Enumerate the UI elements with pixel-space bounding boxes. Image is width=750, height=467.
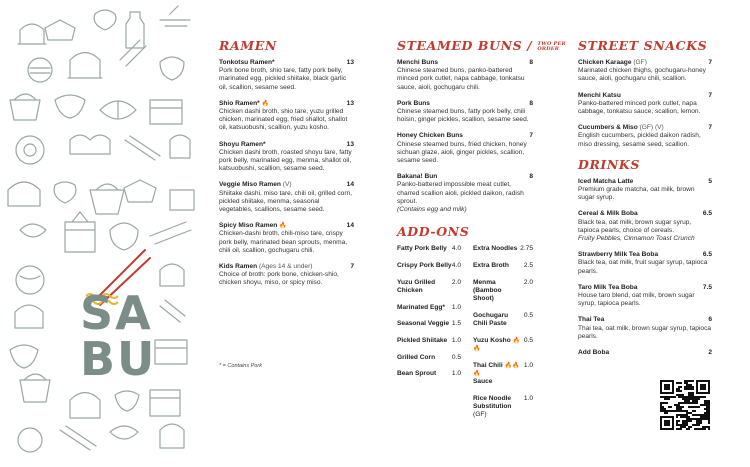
addon-label	[397, 320, 449, 328]
addon-item	[397, 370, 461, 378]
menu-item-name: Pork Buns	[397, 99, 430, 107]
menu-item-price: 6.5	[702, 210, 712, 218]
menu-item-tag: (Ages 14 & under)	[258, 263, 313, 271]
buns-heading-sub-2: ORDER	[537, 45, 560, 52]
addon-item	[397, 279, 461, 295]
menu-item-name: Chicken Karaage	[578, 59, 632, 66]
menu-item-tag: (GF) (V)	[639, 124, 664, 132]
addon-price: 4.0	[451, 245, 461, 253]
addon-tag: (GF)	[473, 411, 487, 419]
menu-item-header	[578, 92, 712, 100]
menu-item-name: Honey Chicken Buns	[397, 132, 463, 140]
addon-label	[473, 337, 524, 353]
addon-label	[473, 312, 524, 328]
menu-item-name: Cereal & Milk Boba	[578, 210, 638, 218]
snacks-heading: STREET SNACKS	[578, 38, 708, 53]
spicy-icon: 🔥🔥	[473, 337, 521, 352]
menu-item-desc: Chicken dashi broth, roasted shoyu tare, fatty pork belly, marinated egg, menma, shallot oil, katsuobushi, scallion, sesame seed.	[219, 148, 352, 173]
addon-label	[397, 370, 436, 378]
addon-price: 0.5	[523, 336, 533, 344]
addon-label	[473, 245, 517, 253]
menu-item	[397, 173, 533, 214]
addon-name: Gochugaru Chili Paste	[473, 311, 509, 327]
menu-item-title	[219, 181, 292, 189]
menu-item-header	[578, 284, 712, 292]
menu-item-header	[219, 141, 354, 149]
addon-item	[397, 262, 461, 270]
menu-item-name: Taro Milk Tea Boba	[578, 283, 638, 291]
addon-name: Extra Broth	[473, 261, 509, 269]
spicy-icon: 🔥	[261, 100, 269, 107]
menu-item	[578, 316, 712, 341]
menu-item-price: 6.5	[702, 251, 712, 259]
addon-name: Thai Chili	[473, 361, 503, 369]
buns-heading-sub-1: TWO PER	[537, 40, 566, 47]
menu-item-desc: Panko-battered minced pork cutlet, napa cabbage, tonkatsu sauce, scallion, lemon.	[578, 99, 701, 116]
menu-item-title	[219, 222, 287, 230]
menu-item-header	[578, 59, 712, 67]
addon-name-cont: Sauce	[473, 377, 493, 385]
menu-item-price: 8	[529, 173, 533, 181]
menu-item	[219, 263, 354, 288]
addon-label	[473, 262, 509, 270]
menu-item-title	[397, 132, 463, 140]
addons-left-list	[397, 245, 469, 428]
addon-price: 1.0	[523, 361, 533, 369]
menu-item	[219, 100, 354, 133]
menu-item	[219, 59, 354, 92]
menu-item-desc: Chinese steamed buns, fatty pork belly, chili hoisin, ginger pickles, scallion, sesame seed.	[397, 108, 529, 124]
menu-item	[578, 178, 712, 203]
addon-label	[473, 395, 524, 420]
addon-item	[473, 262, 533, 270]
menu-item-title	[578, 59, 647, 67]
menu-item-name: Add Boba	[578, 349, 610, 357]
menu-item-title	[219, 59, 275, 67]
menu-item	[397, 59, 533, 92]
snacks-list	[578, 59, 712, 149]
addon-price: 2.75	[520, 245, 533, 253]
menu-item	[219, 222, 354, 255]
buns-heading-sub	[537, 42, 566, 52]
addons-right-list	[469, 245, 533, 428]
addon-price: 2.0	[451, 278, 461, 286]
addon-item	[473, 279, 533, 304]
buns-list	[397, 59, 533, 214]
addon-name: Fatty Pork Belly	[397, 245, 447, 253]
addon-price: 1.0	[451, 336, 461, 344]
menu-item	[578, 92, 712, 117]
addon-label	[473, 362, 524, 387]
menu-item-title	[219, 100, 269, 108]
menu-item	[578, 210, 712, 243]
menu-item-price: 13	[346, 140, 354, 148]
menu-item-header	[578, 124, 712, 132]
addon-item	[397, 354, 461, 362]
menu-item-name: Iced Matcha Latte	[578, 177, 634, 185]
menu-item-header	[578, 210, 712, 218]
addon-name: Bean Sprout	[397, 370, 437, 378]
menu-item-header	[397, 59, 533, 67]
menu-item-title	[578, 251, 658, 259]
menu-item	[578, 251, 712, 276]
menu-item-desc: Marinated chicken thighs, gochugaru-honey sauce, aioli, gochugaru chili, scallion.	[578, 67, 706, 83]
menu-item-header	[219, 181, 354, 189]
menu-item	[578, 124, 712, 149]
addon-price: 1.0	[451, 303, 461, 311]
food-pattern-illustration	[0, 0, 200, 467]
addon-label	[473, 279, 524, 304]
addon-price: 1.0	[523, 394, 533, 402]
addon-item	[473, 362, 533, 387]
menu-item-title	[578, 178, 633, 186]
menu-item-title	[397, 59, 438, 67]
drinks-list	[578, 178, 712, 357]
menu-item-price: 7	[708, 124, 712, 132]
menu-item-title	[578, 316, 604, 324]
ramen-heading: RAMEN	[219, 38, 277, 53]
menu-item	[219, 181, 354, 214]
addon-item	[397, 337, 461, 345]
menu-item-price: 5	[708, 177, 712, 185]
menu-item-name: Veggie Miso Ramen	[219, 181, 281, 189]
menu-item-header	[578, 349, 712, 357]
menu-item-name: Thai Tea	[578, 316, 605, 324]
buns-heading-title: STEAMED BUNS /	[397, 38, 533, 53]
menu-item-note: Fruity Pebbles, Cinnamon Toast Crunch	[578, 235, 695, 243]
menu-item-price: 8	[529, 99, 533, 107]
addon-item	[473, 395, 533, 420]
menu-item	[578, 349, 712, 357]
addon-name: Yuzu Kosho	[473, 336, 511, 344]
menu-item-desc: Choice of broth: pork bone, chicken-shio, chicken shoyu, miso, or spicy miso.	[219, 271, 339, 287]
spicy-icon: 🔥🔥🔥	[473, 362, 520, 377]
menu-item-price: 7	[708, 91, 712, 99]
menu-item-price: 8	[529, 59, 533, 66]
addon-name: Rice Noodle Substitution	[473, 394, 512, 410]
addon-label	[397, 245, 447, 253]
snacks-column	[578, 38, 712, 365]
addon-name: Yuzu Grilled Chicken	[397, 278, 436, 294]
menu-item-desc: Black tea, oat milk, fruit sugar syrup, tapioca pearls.	[578, 259, 708, 275]
menu-item-desc: Premium grade matcha, oat milk, brown sugar syrup.	[578, 186, 695, 202]
menu-item-desc: House taro blend, oat milk, brown sugar syrup, tapioca pearls.	[578, 292, 695, 308]
menu-item-header	[219, 59, 354, 67]
menu-item-desc: Black tea, oat milk, brown sugar syrup, tapioca pearls, choice of cereals.	[578, 218, 692, 234]
menu-item-name: Strawberry Milk Tea Boba	[578, 251, 659, 259]
menu-item-header	[397, 173, 533, 181]
addon-price: 2.0	[523, 278, 533, 286]
addon-price: 0.5	[523, 311, 533, 319]
menu-item-title	[578, 349, 609, 357]
menu-item-title	[578, 210, 638, 218]
menu-item-title	[578, 92, 621, 100]
addon-name: Pickled Shiitake	[397, 336, 448, 344]
menu-item	[219, 141, 354, 174]
addon-name: Grilled Corn	[397, 353, 436, 361]
menu-item-title	[578, 284, 637, 292]
addon-item	[473, 312, 533, 328]
addon-label	[397, 337, 447, 345]
menu-item-price: 7.5	[702, 283, 712, 291]
menu-item-price: 13	[346, 99, 354, 107]
menu-item-header	[397, 100, 533, 108]
addon-item	[473, 337, 533, 353]
buns-column	[397, 38, 566, 428]
menu-item-note: (Contains egg and milk)	[397, 206, 467, 214]
addon-label	[397, 279, 452, 295]
menu-item	[397, 100, 533, 125]
addon-item	[397, 245, 461, 253]
menu-item-header	[397, 132, 533, 140]
menu-item-desc: Chinese steamed buns, panko-battered minced pork cutlet, napa cabbage, tonkatsu sauce, aioli, gochugaru chili.	[397, 67, 525, 91]
addon-name: Extra Noodles	[473, 245, 518, 253]
menu-item-name: Bakana! Bun	[397, 173, 438, 181]
menu-item-name: Tonkotsu Ramen*	[219, 59, 275, 66]
addon-price: 4.0	[451, 261, 461, 269]
menu-item	[397, 132, 533, 165]
menu-item-price: 14	[346, 181, 354, 189]
menu-item-price: 14	[346, 222, 354, 230]
sabu-logo	[80, 286, 157, 386]
addon-label	[397, 304, 445, 312]
addon-label	[397, 262, 452, 270]
pork-note: * = Contains Pork	[219, 363, 262, 369]
menu-item-name: Spicy Miso Ramen	[219, 222, 278, 230]
menu-item-desc: Thai tea, oat milk, brown sugar syrup, tapioca pearls.	[578, 324, 712, 340]
menu-item-name: Kids Ramen	[219, 263, 258, 271]
addon-price: 1.5	[451, 320, 461, 328]
addon-price: 0.5	[451, 353, 461, 361]
menu-item-title	[578, 124, 664, 132]
menu-item-title	[219, 141, 266, 149]
qr-code[interactable]	[660, 380, 710, 430]
logo-line-2: BU	[80, 332, 157, 386]
menu-item-desc: Shiitake dashi, miso tare, chili oil, grilled corn, pickled shiitake, menma, seasonal vegetables, scallions, sesame seed.	[219, 189, 353, 214]
menu-item-price: 13	[346, 59, 354, 66]
buns-heading	[397, 38, 566, 53]
menu-item-name: Menchi Katsu	[578, 91, 621, 99]
addon-price: 2.5	[523, 261, 533, 269]
menu-item-desc: Pork bone broth, shio tare, fatty pork belly, marinated egg, pickled shiitake, black garlic oil, scallion, sesame seed.	[219, 67, 347, 91]
menu-item-desc: Chicken dashi broth, shio tare, yuzu grilled chicken, marinated egg, fried shallot, shallot oil, katsuobushi, scallion, yuzu kosho.	[219, 108, 348, 132]
menu-item-title	[219, 263, 312, 271]
addon-item	[473, 245, 533, 253]
addon-price: 1.0	[451, 370, 461, 378]
menu-item-header	[219, 222, 354, 230]
addon-label	[397, 354, 435, 362]
menu-item-price: 2	[708, 349, 712, 357]
ramen-column	[219, 38, 354, 296]
menu-item	[578, 284, 712, 309]
addons-grid	[397, 245, 533, 428]
menu-item-name: Cucumbers & Miso	[578, 124, 638, 132]
menu-item-tag: (GF)	[633, 59, 647, 66]
menu-item-name: Menchi Buns	[397, 59, 439, 66]
menu-item-header	[578, 178, 712, 186]
addons-heading: ADD-ONS	[397, 224, 470, 240]
menu-item-header	[219, 263, 354, 271]
menu-item-name: Shio Ramen*	[219, 99, 260, 107]
ramen-list	[219, 59, 354, 288]
addon-name: Seasonal Veggie	[397, 320, 450, 328]
menu-item-desc: Chinese steamed buns, fried chicken, honey sichuan glaze, aioli, ginger pickles, scallion, sesame seed.	[397, 140, 527, 165]
menu-item-title	[397, 173, 437, 181]
addon-name: Marinated Egg*	[397, 303, 445, 311]
addon-item	[397, 304, 461, 312]
decorative-pattern-panel	[0, 0, 200, 467]
menu-item-price: 7	[350, 263, 354, 271]
addon-item	[397, 320, 461, 328]
menu-item-tag: (V)	[282, 181, 292, 189]
menu-item-desc: English cucumbers, pickled daikon radish, miso dressing, sesame seed, scallion.	[578, 132, 701, 148]
menu-item-name: Shoyu Ramen*	[219, 140, 266, 148]
menu-item-header	[578, 316, 712, 324]
drinks-heading: DRINKS	[578, 156, 640, 172]
menu-item-price: 6	[708, 316, 712, 324]
menu-item-title	[397, 100, 430, 108]
logo-line-1: SA	[80, 286, 153, 340]
menu-item-desc: Panko-battered impossible meat cutlet, charred scallion aioli, pickled daikon, radish sprout.	[397, 181, 524, 205]
menu-item-price: 7	[708, 59, 712, 66]
menu-item	[578, 59, 712, 84]
menu-item-header	[578, 251, 712, 259]
menu-item-desc: Chicken-dashi broth, chili-miso tare, crispy pork belly, marinated bean sprouts, menma, chili oil, scallion, gochugaru chili.	[219, 230, 348, 254]
menu-item-header	[219, 100, 354, 108]
addon-name: Crispy Pork Belly	[397, 261, 452, 269]
spicy-icon: 🔥	[279, 223, 287, 230]
menu-item-price: 7	[529, 132, 533, 140]
addon-name: Menma (Bamboo Shoot)	[473, 278, 502, 303]
